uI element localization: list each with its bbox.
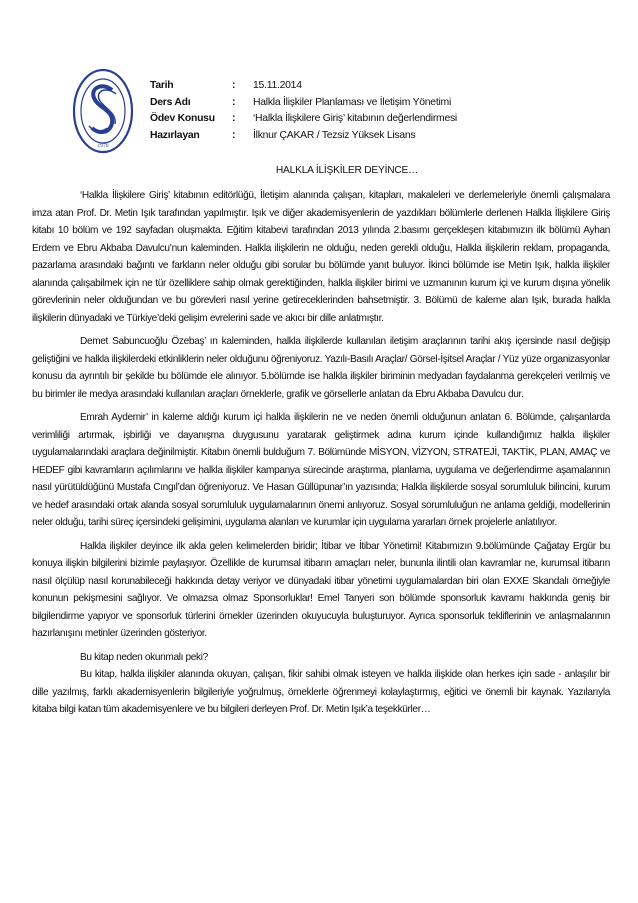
separator: : <box>232 113 236 125</box>
subject-label: Ödev Konusu <box>150 113 215 125</box>
header-row-course <box>150 95 457 112</box>
course-label: Ders Adı <box>150 96 191 108</box>
subject-value: ‘Halkla İlişkilere Giriş’ kitabının değerlendirmesi <box>253 113 457 125</box>
author-value: İlknur ÇAKAR / Tezsiz Yüksek Lisans <box>253 129 416 141</box>
paragraph-communication-tools: Demet Sabuncuoğlu Özebaş’ ın kaleminden, halkla ilişkilerde kullanılan iletişim araçlarının tarihi akış içersinde nasıl değişip geliştiğini ve halkla ilişkilerdeki etkinliklerin neler olduğunu öğreniyoruz. Yazılı-Basılı Araçlar/ Görsel-İşitsel Araçlar / Yüz yüze organizasyonlar konusu da ayrıntılı bir şekilde bu bölümde ele alınıyor. 5.bölümde ise halkla ilişkiler biriminin medyadan faydalanma gerekçeleri verilmiş ve bu birimler ile medya arasındaki kullanılan araçları örneklerle, grafik ve görsellerle anlatan da Ebru Akbaba Davulcu dur. <box>32 336 610 400</box>
header-row-date <box>150 78 457 95</box>
paragraph-internal-pr: Emrah Aydemir’ in kaleme aldığı kurum içi halkla ilişkilerin ne ve neden önemli olduğunun anlatan 6. Bölümde, çalışanlarda verimliliği artırmak, işbirliği ve dayanışma duygusunu yaratarak geliştirmek adına kurum içinde kullandığımız halkla ilişkiler uygulamalarındaki araçlara değinilmiştir. Kitabın önemli bulduğum 7. Bölümünde MİSYON, VİZYON, STRATEJİ, TAKTİK, PLAN, AMAÇ ve HEDEF gibi kavramların açılımlarını ve halkla ilişkiler kampanya sürecinde araştırma, planlama, uygulama ve değerlendirme aşamalarının nasıl yürütüldüğünü Mustafa Cıngıl’dan öğreniyoruz. Ve Hasan Güllüpunar’ın yazısında; Halkla ilişkilerde sosyal sorumluluk bilincini, kurum ve hedef arasındaki ortak alanda sosyal sorumluluk uygulamalarının önemi anlıyoruz. Sosyal sorumluluğun ne anlama geldiği, modellerinin neler olduğu, tarihi süreç içersindeki gelişimini, uygulama alanları ve kurumlar için uygulama yararları örnek projelerle anlatılıyor. <box>32 412 610 528</box>
separator: : <box>232 129 236 141</box>
course-value: Halkla İlişkiler Planlaması ve İletişim Yönetimi <box>253 96 451 108</box>
header-info-table <box>150 78 457 144</box>
seal-year: 1970 <box>97 143 109 149</box>
closing-answer: Bu kitap, halkla ilişkiler alanında okuyan, çalışan, fikir sahibi olmak isteyen ve halkla ilişkide olan herkes için sade - anlaşılır bir dille yazılmış, farklı akademisyenlerin bilgileriyle yoğrulmuş, örneklerle öğrenmeyi kolaylaştırmış, eğitici ve önemli bir kaynak. Yazılarıyla kitaba bilgi katan tüm akademisyenlere ve bu bilgileri derleyen Prof. Dr. Metin Işık’a teşekkürler… <box>32 669 610 715</box>
closing-question: Bu kitap neden okunmalı peki? <box>80 651 208 663</box>
date-value: 15.11.2014 <box>253 80 302 91</box>
header-row-subject <box>150 111 457 128</box>
separator: : <box>232 96 236 108</box>
separator: : <box>232 80 236 91</box>
date-label: Tarih <box>150 80 174 91</box>
header-row-author <box>150 128 457 145</box>
document-body <box>32 187 610 719</box>
document-title: HALKLA İLİŞKİLER DEYİNCE… <box>275 165 419 176</box>
paragraph-reputation-sponsorship: Halkla ilişkiler deyince ilk akla gelen kelimelerden biridir; İtibar ve İtibar Yönetimi! Kitabımızın 9.bölümünde Çağatay Ergür bu konuya ilişkin bilgilerini bizimle paylaşıyor. Özellikle de kurumsal itibarın amaçları neler, bununla ilintili olan kavramlar ne, kurumsal itibarın nasıl ölçülüp nasıl korunabileceği hakkında detay veriyor ve dünyadaki itibar yönetimi uygulamalardan biri olan EXXE Skandalı örneğiyle konunun pekişmesini sağlıyor. Ve olmazsa olmaz Sponsorluklar! Emel Tanyeri son bölümde sponsorluk kavramı hakkında geniş bir bilgilendirme yapıyor ve sponsorluk türlerini örnekler üzerinden okuyucuyla buluşturuyor. Ayrıca sponsorluk tekliflerinin ve anlaşmalarının hazırlanışını metinler üzerinden gösteriyor. <box>32 540 610 639</box>
seal-s-emblem <box>92 86 112 132</box>
author-label: Hazırlayan <box>150 129 200 141</box>
paragraph-intro: ‘Halkla İlişkilere Giriş’ kitabının editörlüğü, İletişim alanında çalışan, kitapları, makaleleri ve derlemeleriyle önemli çalışmalara imza atan Prof. Dr. Metin Işık tarafından yapılmıştır. Işık ve diğer akademisyenlerin de yazdıkları bölümlerle derlenen Halkla İlişkilere Giriş kitabı 10 bölüm ve 192 sayfadan oluşmakta. Eğitim kitabevi tarafından 2013 yılında 2.basımı gerçekleşen kitabımızın ilk bölümü Ayhan Erdem ve Ebru Akbaba Davulcu’nun kaleminden. Halkla ilişkilerin ne olduğu, neden gerekli olduğu, Halkla ilişkilerin reklam, propaganda, pazarlama arasındaki bağıntı ve farkların neler olduğu gibi sorular bu bölümde yanıt buluyor. İkinci bölümde ise Metin Işık, halkla ilişkiler alanında çalışabilmek için ne tür özelliklere sahip olmak gerektiğinden, halkla ilişkiler birimi ve uzmanının kurum içi ve kurum dışına yönelik görevlerinin neler olduğundan ve bu görevleri nasıl yerine getireceklerinden bahsetmiştir. 3. Bölümü de kaleme alan Işık, burada halkla ilişkilerin dünyadaki ve Türkiye’deki gelişim evrelerini sade ve akıcı bir dille anlatmıştır. <box>32 190 610 324</box>
university-seal-logo <box>72 68 134 154</box>
